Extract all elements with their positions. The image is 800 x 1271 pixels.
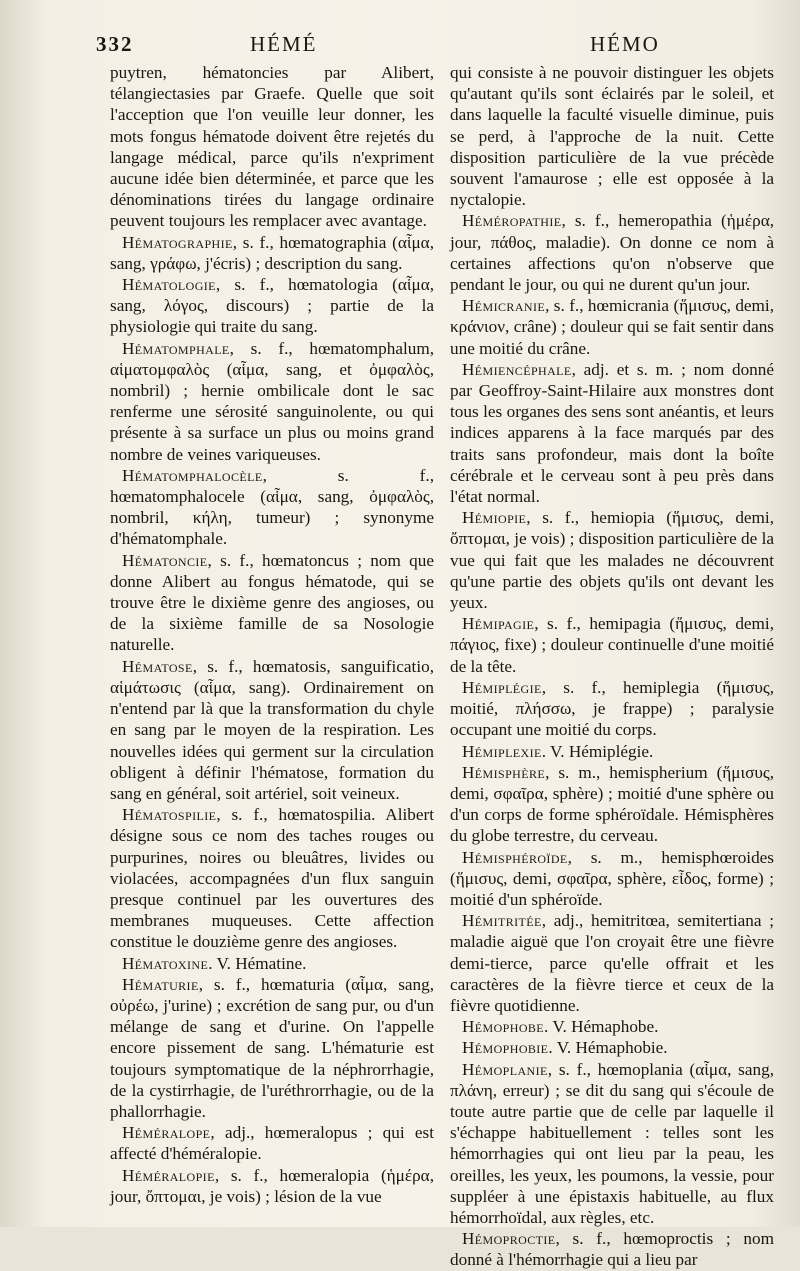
- dictionary-entry: [110, 953, 434, 974]
- dictionary-entry: [110, 274, 434, 338]
- dictionary-entry: [450, 1059, 774, 1229]
- entry-headword: Hématologie: [122, 275, 216, 295]
- entry-headword: Hématomphalocèle: [122, 465, 263, 485]
- dictionary-entry: [450, 507, 774, 613]
- entry-text: , s. f., hœmaturia (αἷμα, sang, οὐρέω, j'urine) ; excrétion de sang pur, ou d'un mélange de sang et d'urine. On l'appelle encore pissement de sang. L'hématurie est toujours symptomatique de la néphrorrhagie, de la cystirrhagie, de l'uréthrorrhagie, ou de la phallorrhagie.: [110, 974, 434, 1121]
- dictionary-entry: [450, 910, 774, 1016]
- entry-text: , adj., hemitritœa, semitertiana ; maladie aiguë que l'on croyait être une fièvre demi-tierce, parce qu'elle offrait et les caractères de la fièvre tierce et ceux de la fièvre quotidienne.: [450, 911, 774, 1015]
- entry-text: , s. m., hemisphœroides (ἥμισυς, demi, σφαῖρα, sphère, εἶδος, forme) ; moitié d'un sphéroïde.: [450, 847, 774, 909]
- entry-headword: Hémiopie: [462, 508, 527, 528]
- entry-headword: Hémisphéroïde: [462, 847, 568, 867]
- page-header: [96, 32, 760, 60]
- entry-text: . V. Hématine.: [208, 953, 307, 973]
- entry-text: , s. f., hœmatospilia. Alibert désigne sous ce nom des taches rouges ou purpurines, noires ou bleuâtres, livides ou violacées, accompagnées d'un flux sanguin presque continuel par les ouvertures des membranes muqueuses. Cette affection constitue le douzième genre des angioses.: [110, 805, 434, 952]
- entry-headword: Hémiencéphale: [462, 359, 572, 379]
- entry-text: . V. Hémaphobie.: [548, 1038, 668, 1058]
- entry-headword: Héméralope: [122, 1123, 211, 1143]
- entry-text: , s. f., hemipagia (ἥμισυς, demi, πάγιος, fixe) ; douleur continuelle d'une moitié de la tête.: [450, 614, 774, 676]
- entry-text: , s. f., hœmatosis, sanguificatio, αἱμάτωσις (αἷμα, sang). Ordinairement on n'entend par là que la transformation du chyle en sang par le moyen de la respiration. Les nouvelles idées qui germent sur la circulation obligent à définir l'hématose, formation du sang en général, soit artériel, soit veineux.: [110, 656, 434, 803]
- entry-text: , s. f., hœmoplania (αἷμα, sang, πλάνη, erreur) ; se dit du sang qui s'écoule de toute autre partie que de celle par laquelle il s'échappe habituellement : telles sont les hémorrhagies qui ont lieu par la peau, les oreilles, les yeux, les poumons, la vessie, pour suppléer à une épistaxis habituelle, au flux hémorrhoïdal, aux règles, etc.: [450, 1059, 774, 1227]
- entry-text: , s. f., hœmatologia (αἷμα, sang, λόγος, discours) ; partie de la physiologie qui traite du sang.: [110, 275, 434, 337]
- entry-text: , s. f., hemiplegia (ἥμισυς, moitié, πλήσσω, je frappe) ; paralysie occupant une moitié du corps.: [450, 677, 774, 740]
- entry-headword: Hématomphale: [122, 338, 230, 358]
- dictionary-entry: [450, 62, 774, 210]
- entry-headword: Hémipagie: [462, 614, 535, 634]
- entry-headword: Hémoproctie: [462, 1229, 556, 1249]
- dictionary-entry: [450, 210, 774, 295]
- entry-text: . V. Hémaphobe.: [544, 1017, 659, 1037]
- entry-text: , s. f., hœmicrania (ἥμισυς, demi, κράνιον, crâne) ; douleur qui se fait sentir dans une moitié du crâne.: [450, 296, 774, 358]
- dictionary-entry: [450, 1016, 774, 1037]
- entry-headword: Hémophobe: [462, 1017, 545, 1037]
- page-number: 332: [96, 32, 134, 56]
- entry-text: , s. f., hœmatoncus ; nom que donne Alibert au fongus hématode, qui se trouve être le dixième genre des angioses, ou de la sixième famille de sa Nosologie naturelle.: [110, 550, 434, 655]
- entry-text: , s. f., hemeropathia (ἡμέρα, jour, πάθος, maladie). On donne ce nom à certaines affections qu'on n'observe que pendant le jour, ou qui ne durent qu'un jour.: [450, 211, 774, 295]
- entry-text: , s. f., hœmatomphalum, αἱματομφαλὸς (αἷμα, sang, et ὀμφαλὸς, nombril) ; hernie ombilicale dont le sac renferme une sérosité sanguinolente, ou qui présente à sa surface un plus ou moins grand nombre de veines variqueuses.: [110, 338, 434, 464]
- dictionary-entry: [110, 1122, 434, 1164]
- left-column: [110, 62, 434, 1207]
- dictionary-entry: [110, 62, 434, 232]
- entry-text: , adj. et s. m. ; nom donné par Geoffroy-Saint-Hilaire aux monstres dont tous les organes des sens sont anéantis, et leurs indices apparens à la face marqués par des traits sans profondeur, mais dont la boîte cérébrale et le cerveau sont à peu près dans l'état normal.: [450, 359, 774, 507]
- entry-headword: Hématographie: [122, 232, 233, 252]
- entry-headword: Hémicranie: [462, 296, 546, 316]
- left-running-head: HÉMÉ: [250, 32, 318, 56]
- entry-headword: Hémoplanie: [462, 1059, 548, 1079]
- entry-headword: Hématoncie: [122, 550, 208, 570]
- dictionary-entry: [450, 1228, 774, 1270]
- entry-headword: Héméropathie: [462, 211, 562, 231]
- entry-headword: Hémiplégie: [462, 677, 542, 697]
- entry-headword: Hématurie: [122, 974, 199, 994]
- entry-headword: Hémiplexie: [462, 741, 542, 761]
- entry-text: , s. f., hemiopia (ἥμισυς, demi, ὄπτομαι, je vois) ; disposition particulière de la vue qui fait que les malades ne découvrent qu'une partie des objets qu'ils ont devant les yeux.: [450, 508, 774, 613]
- dictionary-entry: [450, 1037, 774, 1058]
- dictionary-entry: [450, 359, 774, 507]
- dictionary-entry: [450, 741, 774, 762]
- entry-headword: Hémophobie: [462, 1038, 549, 1058]
- dictionary-entry: [110, 232, 434, 274]
- dictionary-entry: [110, 338, 434, 465]
- right-column: [450, 62, 774, 1271]
- entry-text: . V. Hémiplégie.: [541, 741, 654, 761]
- entry-text: , s. f., hœmeralopia (ἡμέρα, jour, ὄπτομαι, je vois) ; lésion de la vue: [110, 1165, 434, 1206]
- dictionary-entry: [450, 613, 774, 677]
- dictionary-entry: [110, 1165, 434, 1207]
- dictionary-entry: [450, 762, 774, 847]
- right-running-head: HÉMO: [590, 32, 660, 56]
- entry-headword: Hématoxine: [122, 953, 209, 973]
- entry-headword: Hémisphère: [462, 762, 546, 782]
- dictionary-entry: [110, 974, 434, 1122]
- entry-text: , s. f., hœmatographia (αἷμα, sang, γράφω, j'écris) ; description du sang.: [110, 232, 434, 273]
- entry-headword: Hématospilie: [122, 805, 217, 825]
- dictionary-entry: [110, 550, 434, 656]
- entry-text: , s. f., hœmoproctis ; nom donné à l'hémorrhagie qui a lieu par: [450, 1229, 774, 1270]
- dictionary-entry: [450, 847, 774, 911]
- entry-text: , adj., hœmeralopus ; qui est affecté d'héméralopie.: [110, 1123, 434, 1164]
- entry-headword: Hémitritée: [462, 911, 542, 931]
- entry-text: qui consiste à ne pouvoir distinguer les objets qu'autant qu'ils sont éclairés par le soleil, et dans laquelle la faculté visuelle diminue, puis se perd, à l'approche de la nuit. Cette disposition particulière de la vue précède souvent l'amaurose ; elle est opposée à la nyctalopie.: [450, 63, 774, 210]
- dictionary-entry: [110, 465, 434, 550]
- entry-text: puytren, hématoncies par Alibert, télangiectasies par Graefe. Quelle que soit l'acception que l'on veuille leur donner, les mots fongus hématode doivent être rejetés du langage médical, parce qu'ils n'expriment aucune idée bien déterminée, et parce que les dénominations tirées du langage ordinaire peuvent toujours les remplacer avec avantage.: [110, 63, 434, 231]
- dictionary-entry: [110, 804, 434, 952]
- entry-text: , s. f., hœmatomphalocele (αἷμα, sang, ὀμφαλὸς, nombril, κήλη, tumeur) ; synonyme d'hématomphale.: [110, 465, 434, 549]
- dictionary-entry: [450, 295, 774, 359]
- dictionary-entry: [110, 656, 434, 804]
- dictionary-entry: [450, 677, 774, 741]
- entry-text: , s. m., hemispherium (ἥμισυς, demi, σφαῖρα, sphère) ; moitié d'une sphère ou d'un corps de forme sphéroïdale. Hémisphères du globe terrestre, du cerveau.: [450, 762, 774, 846]
- entry-headword: Héméralopie: [122, 1165, 215, 1185]
- entry-headword: Hématose: [122, 656, 193, 676]
